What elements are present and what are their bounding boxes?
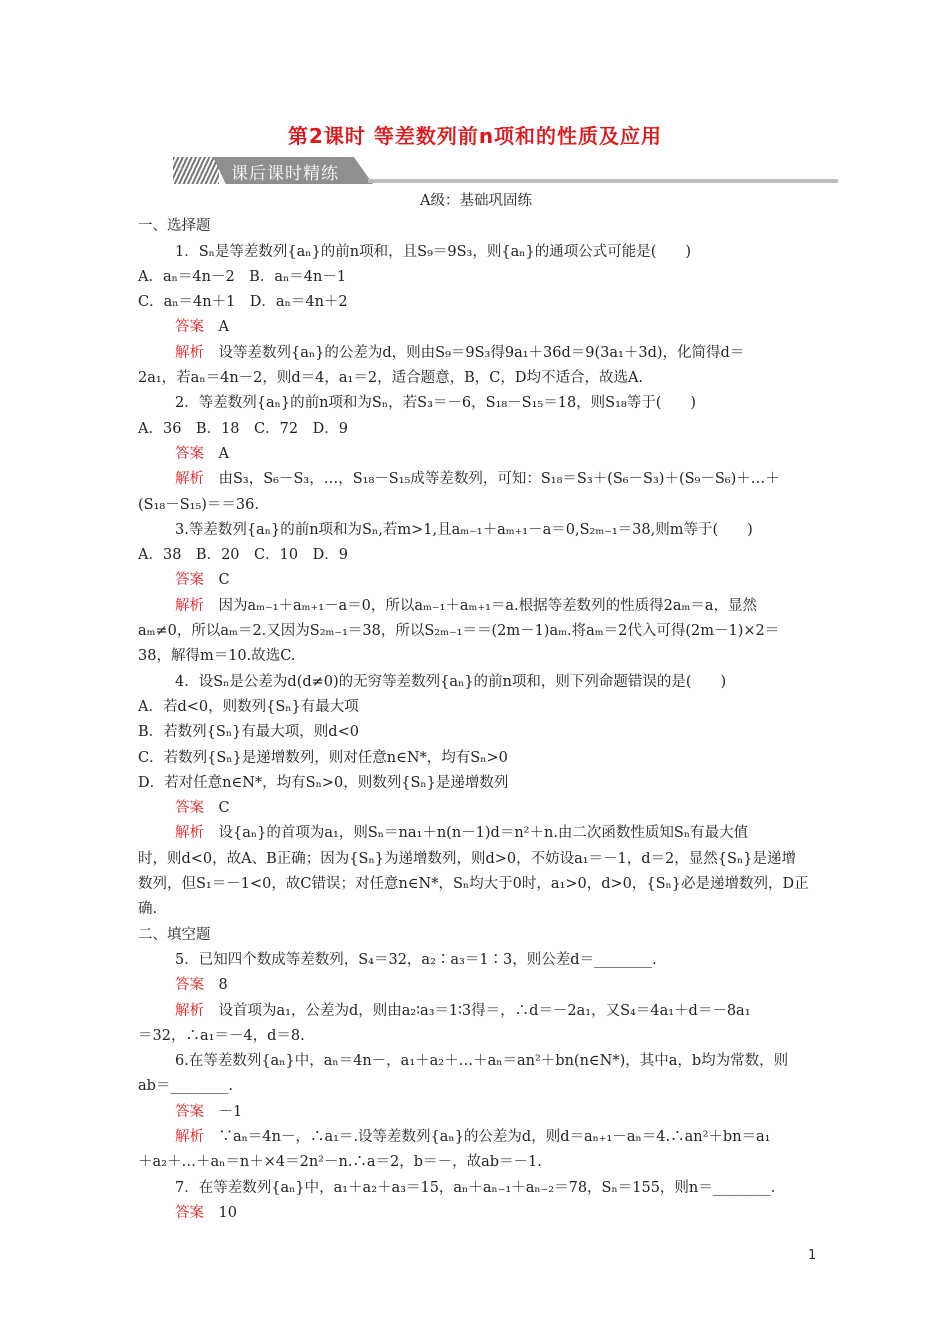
answer-value: A: [218, 319, 229, 336]
question-3: 3.等差数列{aₙ}的前n项和为Sₙ,若m>1,且aₘ₋₁＋aₘ₊₁－a＝0,S₂ₘ₋₁＝38,则m等于( ): [175, 521, 753, 538]
answer-value: A: [218, 445, 229, 462]
choice-line: A．aₙ＝4n－2 B．aₙ＝4n－1: [138, 268, 347, 285]
answer-line: [138, 315, 814, 340]
analysis-cont: ＝32，∴a₁＝－4，d＝8.: [138, 1027, 305, 1044]
choice-line: B．若数列{Sₙ}有最大项，则d<0: [138, 724, 359, 741]
analysis-cont: 2a₁，若aₙ＝4n－2，则d＝4，a₁＝2，适合题意，B，C，D均不适合，故选A.: [138, 370, 644, 387]
banner-text: 课后课时精练: [231, 164, 339, 184]
analysis-cont: 38，解得m＝10.故选C.: [138, 648, 296, 665]
banner-stripes: [173, 157, 219, 184]
analysis-line: [138, 467, 814, 492]
level-heading: A级：基础巩固练: [420, 193, 532, 209]
analysis-cont: (S₁₈－S₁₅)＝＝36.: [138, 496, 259, 513]
question-cont: ab＝________.: [138, 1078, 234, 1095]
analysis-label: 解析: [175, 1002, 204, 1019]
answer-line: [138, 796, 814, 821]
analysis-line: [138, 821, 814, 846]
banner-line: [368, 179, 838, 183]
analysis-cont: 确.: [138, 901, 158, 918]
analysis-line: [138, 1125, 814, 1150]
question-2: 2．等差数列{aₙ}的前n项和为Sₙ，若S₃＝－6，S₁₈－S₁₅＝18，则S₁₈等于( ): [175, 395, 697, 412]
question-6: 6.在等差数列{aₙ}中，aₙ＝4n－，a₁＋a₂＋…＋aₙ＝an²＋bn(n∈N*)，其中a，b均为常数，则: [175, 1053, 789, 1070]
answer-label: 答案: [175, 1204, 204, 1221]
analysis-text: 因为aₘ₋₁＋aₘ₊₁－a＝0，所以aₘ₋₁＋aₘ₊₁＝a.根据等差数列的性质得2aₘ＝a，显然: [218, 597, 758, 614]
answer-value: －1: [218, 1103, 243, 1120]
analysis-label: 解析: [175, 825, 204, 842]
answer-label: 答案: [175, 319, 204, 336]
section-banner: [173, 157, 838, 184]
analysis-text: 设{aₙ}的首项为a₁，则Sₙ＝na₁＋n(n－1)d＝n²＋n.由二次函数性质知Sₙ有最大值: [218, 825, 749, 842]
answer-value: 10: [218, 1204, 237, 1221]
answer-line: [138, 1201, 814, 1226]
analysis-label: 解析: [175, 471, 204, 488]
choice-line: C．aₙ＝4n＋1 D．aₙ＝4n＋2: [138, 294, 348, 311]
analysis-label: 解析: [175, 597, 204, 614]
answer-value: C: [218, 800, 230, 817]
answer-line: [138, 568, 814, 593]
answer-value: C: [218, 572, 230, 589]
analysis-line: [138, 594, 814, 619]
answer-line: [138, 1100, 814, 1125]
analysis-label: 解析: [175, 1128, 204, 1145]
analysis-cont: aₘ≠0，所以aₘ＝2.又因为S₂ₘ₋₁＝38，所以S₂ₘ₋₁＝＝(2m－1)aₘ.将aₘ＝2代入可得(2m－1)×2＝: [138, 623, 780, 640]
answer-label: 答案: [175, 800, 204, 817]
analysis-text: 设等差数列{aₙ}的公差为d，则由S₉＝9S₃得9a₁＋36d＝9(3a₁＋3d)，化简得d＝: [218, 344, 745, 361]
analysis-line: [138, 341, 814, 366]
answer-line: [138, 442, 814, 467]
choice-line: A．若d<0，则数列{Sₙ}有最大项: [138, 698, 359, 715]
choice-line: C．若数列{Sₙ}是递增数列，则对任意n∈N*，均有Sₙ>0: [138, 749, 508, 766]
answer-label: 答案: [175, 1103, 204, 1120]
answer-label: 答案: [175, 445, 204, 462]
analysis-text: ∵aₙ＝4n－，∴a₁＝.设等差数列{aₙ}的公差为d，则d＝aₙ₊₁－aₙ＝4.∴an²＋bn＝a₁: [218, 1128, 771, 1145]
analysis-cont: ＋a₂＋…＋aₙ＝n＋×4＝2n²－n.∴a＝2，b＝－，故ab＝－1.: [138, 1154, 542, 1171]
answer-value: 8: [218, 977, 228, 994]
analysis-line: [138, 999, 814, 1024]
choice-line: D．若对任意n∈N*，均有Sₙ>0，则数列{Sₙ}是递增数列: [138, 774, 509, 791]
question-4: 4．设Sₙ是公差为d(d≠0)的无穷等差数列{aₙ}的前n项和，则下列命题错误的是( ): [175, 673, 727, 690]
analysis-cont: 数列，但S₁＝－1<0，故C错误；对任意n∈N*，Sₙ均大于0时，a₁>0，d>0，{Sₙ}必是递增数列，D正: [138, 876, 809, 893]
page-number: 1: [808, 1248, 817, 1263]
answer-label: 答案: [175, 977, 204, 994]
document-body: [138, 189, 814, 1226]
analysis-cont: 时，则d<0，故A、B正确；因为{Sₙ}为递增数列，则d>0，不妨设a₁＝－1，d＝2，显然{Sₙ}是递增: [138, 850, 796, 867]
answer-label: 答案: [175, 572, 204, 589]
answer-line: [138, 973, 814, 998]
analysis-text: 设首项为a₁，公差为d，则由a₂∶a₃＝1∶3得＝，∴d＝－2a₁，又S₄＝4a₁＋d＝－8a₁: [218, 1002, 751, 1019]
question-5: 5．已知四个数成等差数列，S₄＝32，a₂∶a₃＝1∶3，则公差d＝________.: [175, 951, 657, 968]
page-title: 第2课时 等差数列前n项和的性质及应用: [287, 124, 663, 148]
section-heading: 二、填空题: [138, 926, 211, 943]
analysis-text: 由S₃，S₆－S₃，…，S₁₈－S₁₅成等差数列，可知：S₁₈＝S₃＋(S₆－S₃)＋(S₉－S₆)＋…＋: [218, 471, 780, 488]
section-heading: 一、选择题: [138, 218, 211, 235]
question-1: 1．Sₙ是等差数列{aₙ}的前n项和，且S₉＝9S₃，则{aₙ}的通项公式可能是( ): [175, 243, 692, 260]
question-7: 7．在等差数列{aₙ}中，a₁＋a₂＋a₃＝15，aₙ＋aₙ₋₁＋aₙ₋₂＝78，Sₙ＝155，则n＝________.: [175, 1179, 776, 1196]
analysis-label: 解析: [175, 344, 204, 361]
choice-line: A．36 B．18 C．72 D．9: [138, 420, 348, 437]
choice-line: A．38 B．20 C．10 D．9: [138, 547, 348, 564]
